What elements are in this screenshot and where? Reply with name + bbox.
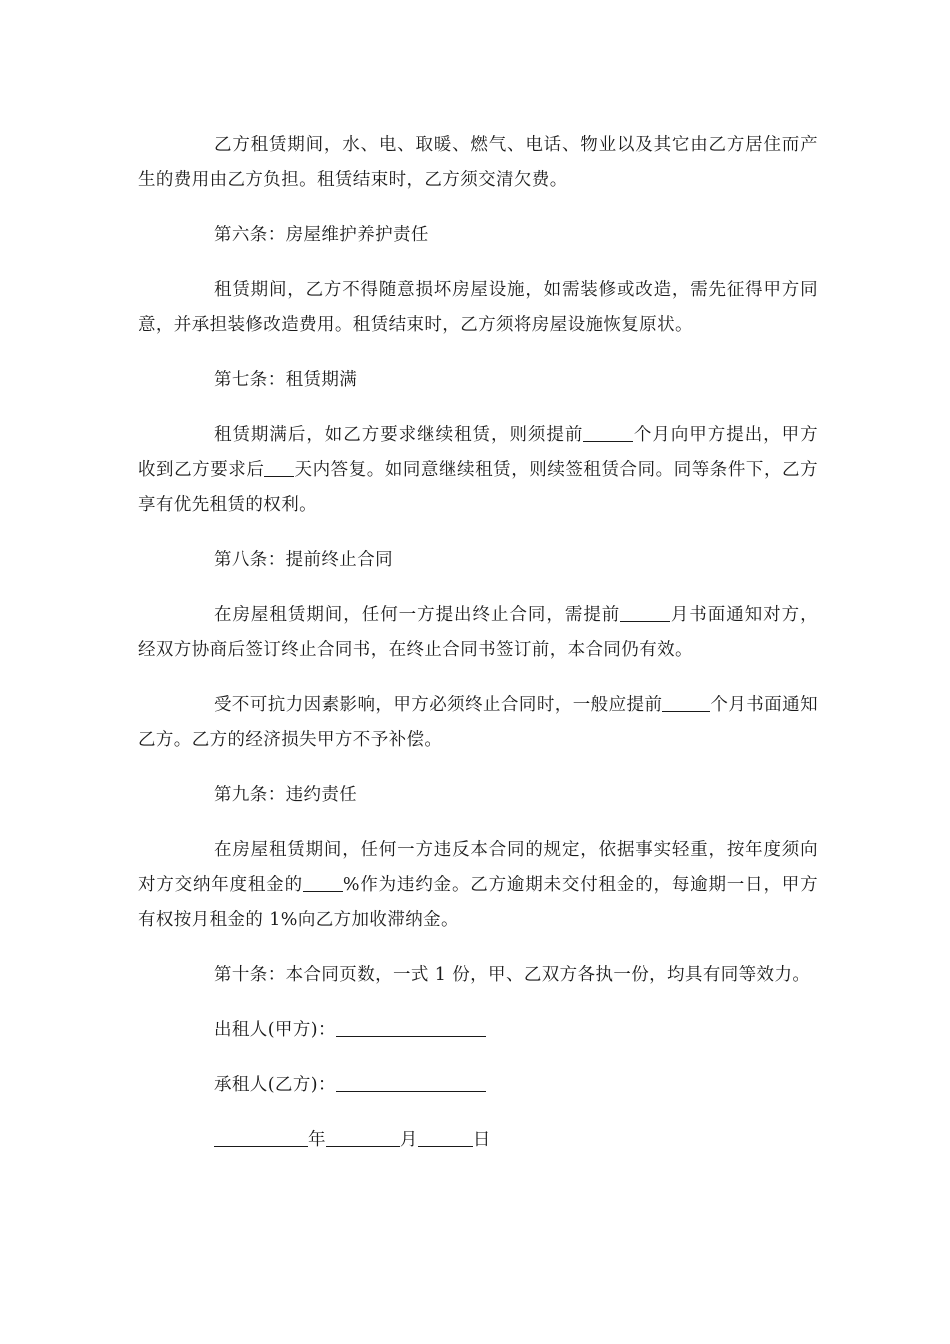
day-blank — [418, 1129, 473, 1148]
paragraph-early-termination — [138, 598, 818, 668]
blank-penalty-percent — [303, 874, 343, 893]
article-6-title: 第六条：房屋维护养护责任 — [214, 225, 429, 245]
lessor-signature-blank — [336, 1019, 486, 1038]
lessee-label: 承租人(乙方)： — [214, 1075, 336, 1095]
year-label: 年 — [308, 1130, 326, 1150]
lessee-signature-blank — [336, 1074, 486, 1093]
month-blank — [326, 1129, 400, 1148]
paragraph-lease-expiry — [138, 418, 818, 523]
year-blank — [214, 1129, 308, 1148]
force-majeure-text-2: 个月书面通知乙方。乙方的经济损失甲方不予补偿。 — [138, 695, 819, 750]
article-8-title: 第八条：提前终止合同 — [214, 550, 393, 570]
lease-expiry-text-2: 个月向甲方提出，甲方收到乙方要求后 — [138, 425, 819, 480]
date-line — [138, 1123, 818, 1158]
early-termination-text-2: 月书面通知对方，经双方协商后签订终止合同书，在终止合同书签订前，本合同仍有效。 — [138, 605, 818, 660]
blank-months-notice — [583, 424, 633, 443]
breach-text-2: %作为违约金。乙方逾期未交付租金的，每逾期一日，甲方有权按月租金的 1%向乙方加收滞纳金。 — [138, 875, 818, 930]
day-label: 日 — [472, 1130, 491, 1150]
lease-expiry-text-1: 租赁期满后，如乙方要求继续租赁，则须提前 — [214, 425, 584, 445]
lease-expiry-text-3: 天内答复。如同意继续租赁，则续签租赁合同。同等条件下，乙方享有优先租赁的权利。 — [138, 460, 818, 515]
breach-text-1: 在房屋租赁期间，任何一方违反本合同的规定，依据事实轻重，按年度须向对方交纳年度租金的 — [138, 840, 818, 895]
blank-days-reply — [264, 459, 294, 478]
lessee-signature-line — [138, 1068, 818, 1103]
force-majeure-text-1: 受不可抗力因素影响，甲方必须终止合同时，一般应提前 — [214, 695, 663, 715]
blank-months-force-majeure — [662, 694, 710, 713]
article-9-title: 第九条：违约责任 — [214, 785, 358, 805]
lessor-label: 出租人(甲方)： — [214, 1020, 336, 1040]
lessor-signature-line — [138, 1013, 818, 1048]
early-termination-text-1: 在房屋租赁期间，任何一方提出终止合同，需提前 — [214, 605, 621, 625]
paragraph-breach — [138, 833, 818, 938]
month-label: 月 — [399, 1130, 418, 1150]
article-7-title: 第七条：租赁期满 — [214, 370, 358, 390]
article-10: 第十条：本合同页数，一式 1 份，甲、乙双方各执一份，均具有同等效力。 — [214, 965, 811, 985]
paragraph-force-majeure — [138, 688, 818, 758]
blank-months-termination — [620, 604, 670, 623]
paragraph-utilities: 乙方租赁期间，水、电、取暖、燃气、电话、物业以及其它由乙方居住而产生的费用由乙方负担。租赁结束时，乙方须交清欠费。 — [138, 135, 818, 190]
contract-page — [138, 128, 818, 1158]
paragraph-maintenance: 租赁期间，乙方不得随意损坏房屋设施，如需装修或改造，需先征得甲方同意，并承担装修改造费用。租赁结束时，乙方须将房屋设施恢复原状。 — [138, 280, 818, 335]
